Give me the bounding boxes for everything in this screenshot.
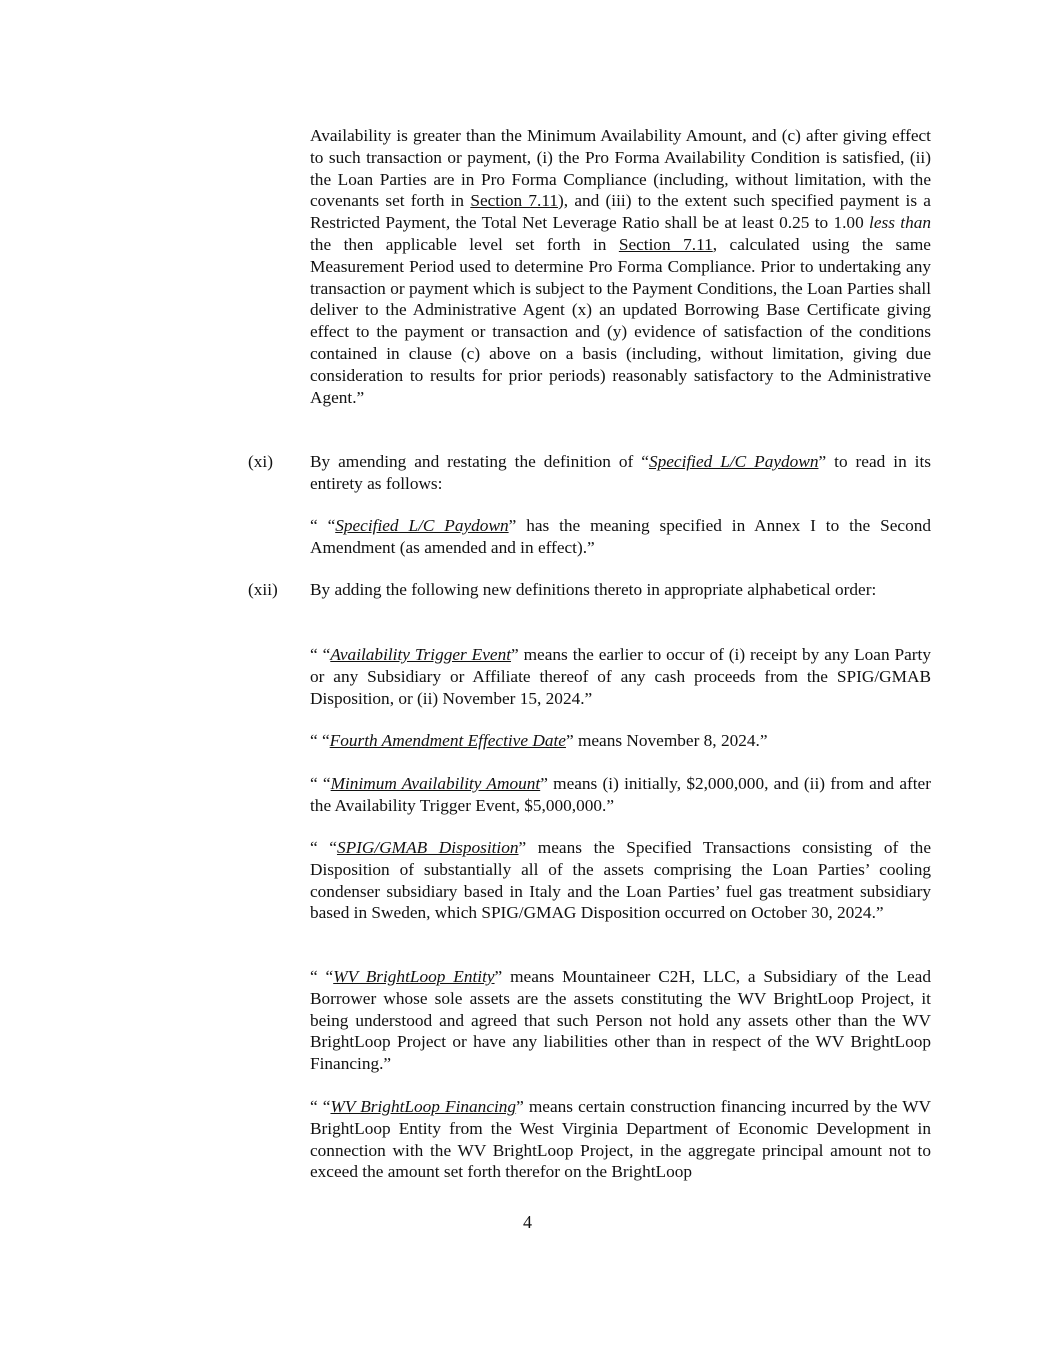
defined-term: WV BrightLoop Financing [330, 1097, 517, 1116]
open-quote: “ “ [310, 516, 336, 535]
continuation-text-1: Availability is greater than the Minimum Availability Amount, and (c) after giving effect to such transaction or payment, (i) the Pro Forma Availability Condition is satisfied, (ii) the Loan Parties are in Pro Forma Compliance (including, without limitation, with the covenants set forth in [310, 126, 931, 211]
defined-term: Minimum Availability Amount [330, 774, 541, 793]
definition-minimum-availability-amount [310, 773, 931, 817]
definition-spig-gmab-disposition [310, 837, 931, 924]
continuation-paragraph [310, 125, 931, 408]
definition-text: ” means (i) initially, $2,000,000, and (ii) from and after the Availability Trigger Event, $5,000,000.” [310, 774, 931, 815]
open-quote: “ “ [310, 645, 331, 664]
definition-specified-lc-paydown [310, 515, 931, 559]
open-quote: “ “ [310, 967, 334, 986]
definition-wv-brightloop-financing [310, 1096, 931, 1183]
definition-text: ” means Mountaineer C2H, LLC, a Subsidiary of the Lead Borrower whose sole assets are the assets constituting the WV BrightLoop Project, it being understood and agreed that such Person not hold any assets other than the WV BrightLoop Project or have any liabilities other than in respect of the WV BrightLoop Financing.” [310, 967, 931, 1074]
defined-term: Specified L/C Paydown [335, 516, 509, 535]
defined-term: WV BrightLoop Entity [333, 967, 495, 986]
intro-text: ” to read in its entirety as follows: [310, 452, 932, 493]
definition-availability-trigger-event [310, 644, 931, 709]
open-quote: “ “ [310, 1097, 331, 1116]
emphasis-less-than: less than [869, 213, 931, 233]
open-quote: “ “ [310, 838, 337, 857]
intro-text: By amending and restating the definition of “ [310, 452, 649, 471]
defined-term: Specified L/C Paydown [648, 452, 819, 471]
open-quote: “ “ [310, 774, 331, 793]
open-quote: “ “ [310, 731, 330, 750]
section-reference: Section 7.11 [470, 191, 559, 211]
definition-wv-brightloop-entity [310, 966, 931, 1075]
definition-text: ” means the Specified Transactions consisting of the Disposition of substantially all of the assets comprising the Loan Parties’ cooling condenser subsidiary based in Italy and the Loan Parties’ fuel gas treatment subsidiary based in Sweden, which SPIG/GMAG Disposition occurred on October 30, 2024.” [310, 838, 931, 923]
definition-text: ” means certain construction financing incurred by the WV BrightLoop Entity from the West Virginia Department of Economic Development in connection with the WV BrightLoop Project, in the aggregate principal amount not to exceed the amount set forth therefor on the BrightLoop [310, 1097, 931, 1182]
item-number-xii: (xii) [248, 580, 278, 599]
page-number: 4 [523, 1212, 532, 1232]
item-xi-intro [310, 451, 931, 495]
defined-term: Availability Trigger Event [330, 645, 512, 664]
item-number-xi: (xi) [248, 452, 273, 471]
continuation-text-3: the then applicable level set forth in [310, 234, 619, 254]
continuation-text-4: , calculated using the same Measurement Period used to determine Pro Forma Compliance. Prior to undertaking any transaction or payment which is subject to the Payment Conditions, the Loan Parties shall deliver to the Administrative Agent (x) an updated Borrowing Base Certificate giving effect to the payment or transaction and (y) evidence of satisfaction of the conditions contained in clause (c) above on a basis (including, without limitation, giving due consideration to results for prior periods) reasonably satisfactory to the Administrative Agent.” [310, 234, 931, 407]
definition-text: ” means the earlier to occur of (i) receipt by any Loan Party or any Subsidiary or Affiliate thereof of any cash proceeds from the SPIG/GMAB Disposition, or (ii) November 15, 2024.” [310, 645, 931, 708]
item-xii-intro: By adding the following new definitions thereto in appropriate alphabetical order: [310, 580, 877, 599]
section-reference: Section 7.11 [618, 234, 713, 254]
defined-term: Fourth Amendment Effective Date [329, 731, 566, 750]
definition-fourth-amendment-effective-date [310, 730, 931, 752]
definition-text: ” has the meaning specified in Annex I to the Second Amendment (as amended and in effect).” [310, 516, 931, 557]
continuation-text-2: ), and (iii) to the extent such specified payment is a Restricted Payment, the Total Net Leverage Ratio shall be at least 0.25 to 1.00 [310, 191, 931, 233]
definition-text: ” means November 8, 2024.” [565, 731, 768, 750]
defined-term: SPIG/GMAB Disposition [336, 838, 519, 857]
